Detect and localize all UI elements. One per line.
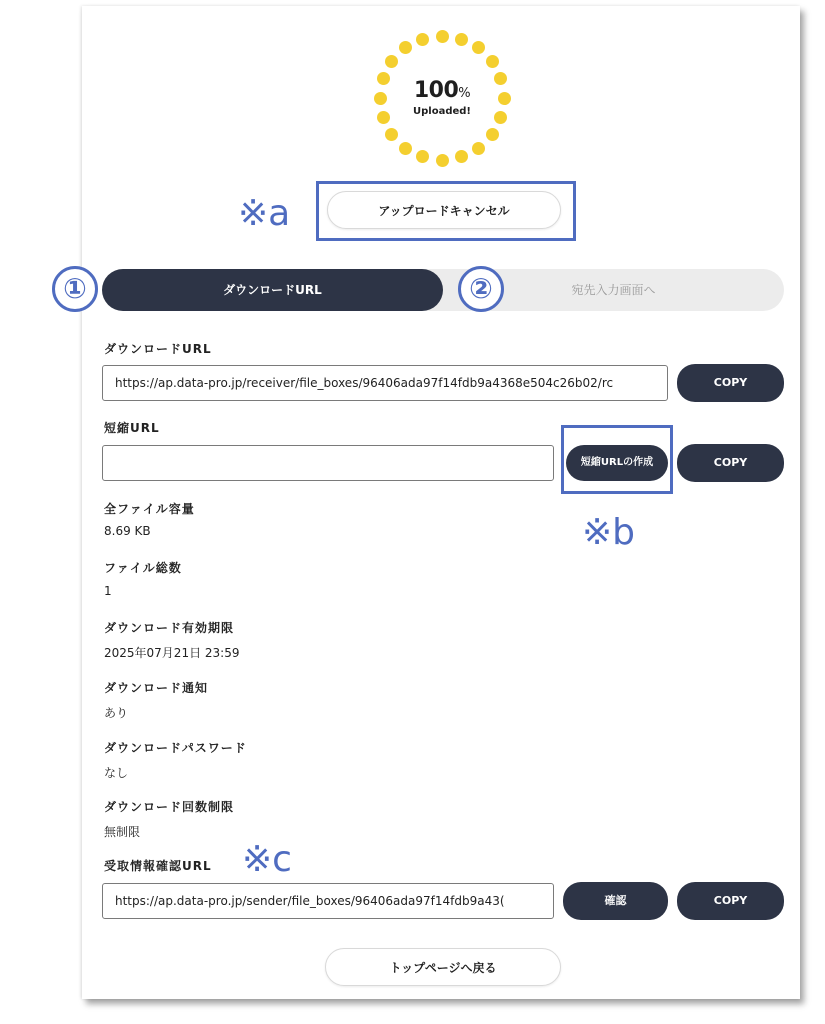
receipt-url-copy-button[interactable]: COPY bbox=[677, 882, 784, 920]
progress-dot bbox=[416, 150, 429, 163]
progress-dot bbox=[455, 33, 468, 46]
annotation-label-a: ※a bbox=[238, 193, 291, 234]
tab-download-url[interactable]: ダウンロードURL bbox=[102, 269, 443, 311]
tab-recipient-input[interactable]: 宛先入力画面へ bbox=[571, 283, 656, 297]
short-url-copy-button[interactable]: COPY bbox=[677, 444, 784, 482]
download-limit-value: 無制限 bbox=[104, 825, 141, 839]
download-url-label: ダウンロードURL bbox=[104, 342, 212, 356]
progress-dot bbox=[416, 33, 429, 46]
create-short-url-button[interactable]: 短縮URLの作成 bbox=[566, 445, 668, 481]
receipt-url-field[interactable]: https://ap.data-pro.jp/sender/file_boxes/96406ada97f14fdb9a43( bbox=[102, 883, 554, 919]
progress-dot bbox=[399, 41, 412, 54]
annotation-label-b: ※b bbox=[582, 512, 636, 553]
total-size-value: 8.69 KB bbox=[104, 524, 151, 538]
expiry-label: ダウンロード有効期限 bbox=[104, 621, 235, 635]
progress-dot bbox=[486, 128, 499, 141]
progress-dot bbox=[436, 30, 449, 43]
annotation-step-2: ② bbox=[458, 266, 504, 312]
upload-status-text: Uploaded! bbox=[413, 106, 471, 117]
annotation-step-1: ① bbox=[52, 266, 98, 312]
receipt-url-label: 受取情報確認URL bbox=[104, 859, 212, 873]
total-size-label: 全ファイル容量 bbox=[104, 502, 195, 516]
progress-dot bbox=[436, 154, 449, 167]
back-to-top-button[interactable]: トップページへ戻る bbox=[325, 948, 561, 986]
notify-value: あり bbox=[104, 706, 129, 720]
download-limit-label: ダウンロード回数制限 bbox=[104, 800, 235, 814]
progress-dot bbox=[472, 142, 485, 155]
password-label: ダウンロードパスワード bbox=[104, 741, 247, 755]
progress-dot bbox=[385, 128, 398, 141]
progress-dot bbox=[486, 55, 499, 68]
short-url-field[interactable] bbox=[102, 445, 554, 481]
progress-dot bbox=[455, 150, 468, 163]
progress-dot bbox=[399, 142, 412, 155]
file-count-label: ファイル総数 bbox=[104, 561, 182, 575]
annotation-label-c: ※c bbox=[242, 839, 292, 880]
download-url-copy-button[interactable]: COPY bbox=[677, 364, 784, 402]
progress-percent: 100% bbox=[413, 78, 471, 103]
password-value: なし bbox=[104, 766, 129, 780]
download-url-field[interactable]: https://ap.data-pro.jp/receiver/file_boxes/96406ada97f14fdb9a4368e504c26b02/rc bbox=[102, 365, 668, 401]
expiry-value: 2025年07月21日 23:59 bbox=[104, 646, 240, 660]
file-count-value: 1 bbox=[104, 584, 112, 598]
short-url-label: 短縮URL bbox=[104, 421, 160, 435]
progress-dot bbox=[472, 41, 485, 54]
progress-dot bbox=[385, 55, 398, 68]
upload-cancel-button[interactable]: アップロードキャンセル bbox=[327, 191, 561, 229]
notify-label: ダウンロード通知 bbox=[104, 681, 209, 695]
receipt-confirm-button[interactable]: 確認 bbox=[563, 882, 668, 920]
